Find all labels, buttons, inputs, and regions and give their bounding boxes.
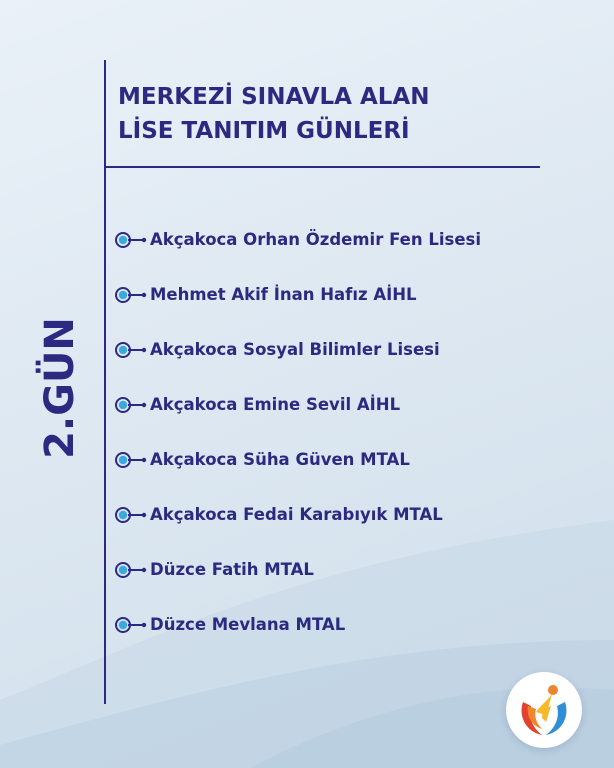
radio-bullet-icon [112,503,148,527]
school-name: Akçakoca Emine Sevil AİHL [150,395,401,414]
school-name: Akçakoca Sosyal Bilimler Lisesi [150,340,440,359]
list-item [112,432,481,487]
page-title [118,80,429,148]
title-line-2: LİSE TANITIM GÜNLERİ [118,118,410,144]
radio-bullet-icon [112,283,148,307]
radio-bullet-icon [112,228,148,252]
list-item [112,487,481,542]
list-item [112,597,481,652]
radio-bullet-icon [112,448,148,472]
radio-bullet-icon [112,393,148,417]
list-item [112,267,481,322]
school-name: Mehmet Akif İnan Hafız AİHL [150,285,417,304]
vertical-divider [104,60,106,704]
school-name: Düzce Mevlana MTAL [150,615,346,634]
list-item [112,212,481,267]
list-item [112,322,481,377]
school-name: Akçakoca Süha Güven MTAL [150,450,410,469]
radio-bullet-icon [112,558,148,582]
school-name: Akçakoca Fedai Karabıyık MTAL [150,505,443,524]
list-item [112,542,481,597]
title-line-1: MERKEZİ SINAVLA ALAN [118,84,430,110]
school-list [112,212,481,652]
day-label: 2.GÜN [37,317,83,459]
title-underline [104,166,540,168]
radio-bullet-icon [112,338,148,362]
list-item [112,377,481,432]
logo [506,672,582,748]
radio-bullet-icon [112,613,148,637]
hands-person-logo-icon [506,672,582,748]
school-name: Akçakoca Orhan Özdemir Fen Lisesi [150,230,482,249]
school-name: Düzce Fatih MTAL [150,560,314,579]
